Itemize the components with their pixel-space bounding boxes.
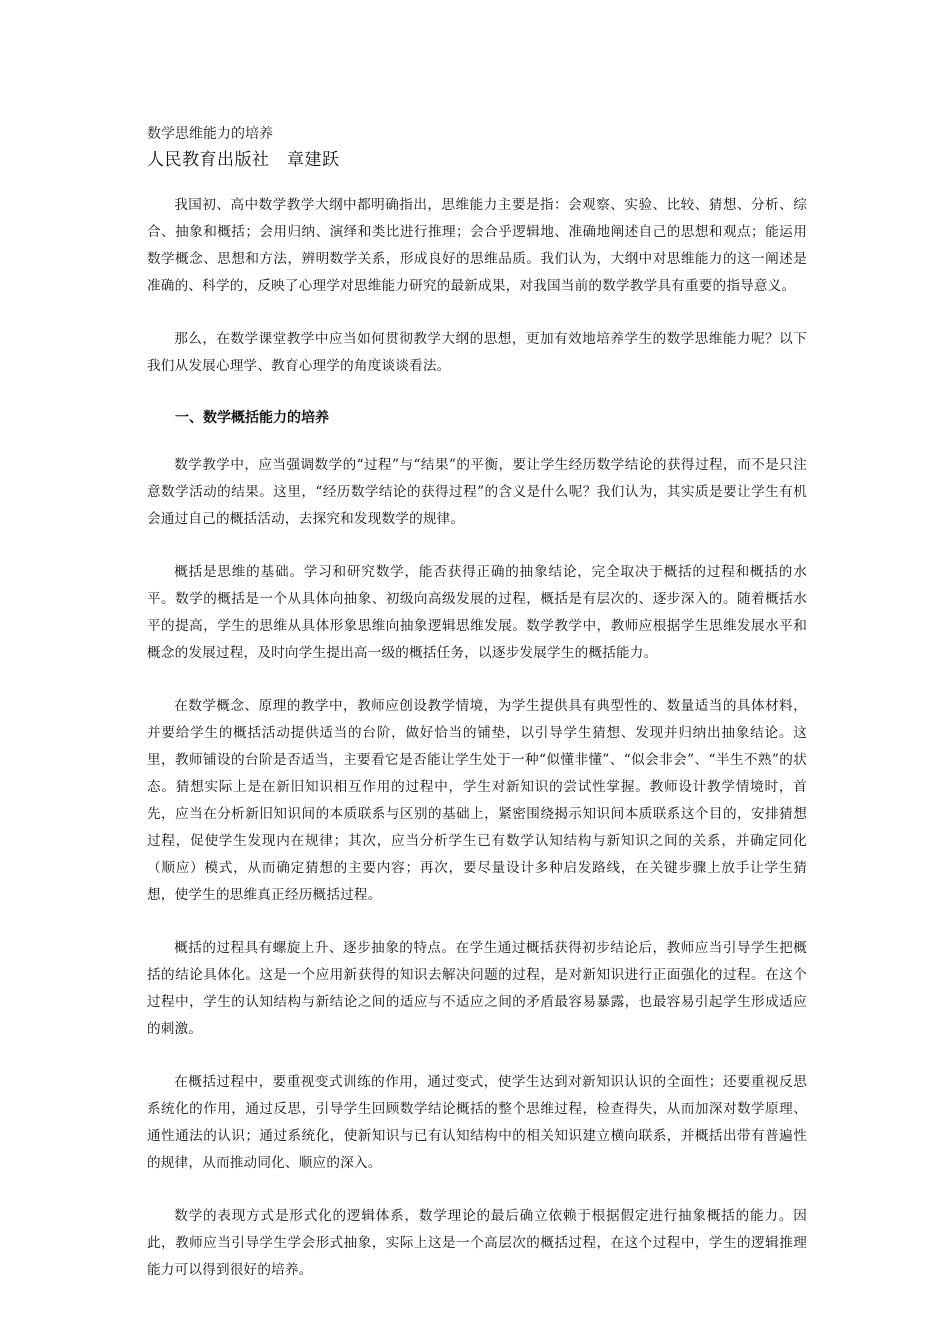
section-heading: 一、数学概括能力的培养 [175, 410, 329, 426]
paragraph-formal-abstraction: 数学的表现方式是形式化的逻辑体系，数学理论的最后确立依赖于根据假定进行抽象概括的能力。因此，教师应当引导学生学会形式抽象，实际上这是一个高层次的概括过程，在这个过程中，学生的逻辑推理能力可以得到很好的培养。 [147, 1208, 807, 1278]
paragraph-variation-training: 在概括过程中，要重视变式训练的作用，通过变式，使学生达到对新知识认识的全面性；还要重视反思系统化的作用，通过反思，引导学生回顾数学结论概括的整个思维过程，检查得失，从而加深对数学原理、通性通法的认识；通过系统化，使新知识与已有认知结构中的相关知识建立横向联系，并概括出带有普遍性的规律，从而推动同化、顺应的深入。 [147, 1074, 807, 1171]
document-byline: 人民教育出版社 章建跃 [147, 150, 340, 170]
paragraph-spiral-process: 概括的过程具有螺旋上升、逐步抽象的特点。在学生通过概括获得初步结论后，教师应当引导学生把概括的结论具体化。这是一个应用新获得的知识去解决问题的过程，是对新知识进行正面强化的过程。在这个过程中，学生的认知结构与新结论之间的适应与不适应之间的矛盾最容易暴露，也最容易引起学生形成适应的刺激。 [147, 940, 807, 1037]
paragraph-intro: 我国初、高中数学教学大纲中都明确指出，思维能力主要是指：会观察、实验、比较、猜想、分析、综合、抽象和概括；会用归纳、演绎和类比进行推理；会合乎逻辑地、准确地阐述自己的思想和观点；能运用数学概念、思想和方法，辨明数学关系，形成良好的思维品质。我们认为，大纲中对思维能力的这一阐述是准确的、科学的，反映了心理学对思维能力研究的最新成果，对我国当前的数学教学具有重要的指导意义。 [147, 197, 807, 294]
document-title: 数学思维能力的培养 [147, 126, 273, 142]
paragraph-question: 那么，在数学课堂教学中应当如何贯彻教学大纲的思想，更加有效地培养学生的数学思维能力呢？以下我们从发展心理学、教育心理学的角度谈谈看法。 [147, 331, 807, 374]
paragraph-teaching-situation: 在数学概念、原理的教学中，教师应创设教学情境，为学生提供具有典型性的、数量适当的具体材料，并要给学生的概括活动提供适当的台阶，做好恰当的铺垫，以引导学生猜想、发现并归纳出抽象结论。这里，教师铺设的台阶是否适当，主要看它是否能让学生处于一种“似懂非懂”、“似会非会”、“半生不熟”的状态。猜想实际上是在新旧知识相互作用的过程中，学生对新知识的尝试性掌握。教师设计教学情境时，首先，应当在分析新旧知识间的本质联系与区别的基础上，紧密围绕揭示知识间本质联系这个目的，安排猜想过程，促使学生发现内在规律；其次，应当分析学生已有数学认知结构与新知识之间的关系，并确定同化（顺应）模式，从而确定猜想的主要内容；再次，要尽量设计多种启发路线，在关键步骤上放手让学生猜想，使学生的思维真正经历概括过程。 [147, 698, 807, 903]
paragraph-generalization-basis: 概括是思维的基础。学习和研究数学，能否获得正确的抽象结论，完全取决于概括的过程和概括的水平。数学的概括是一个从具体向抽象、初级向高级发展的过程，概括是有层次的、逐步深入的。随着概括水平的提高，学生的思维从具体形象思维向抽象逻辑思维发展。数学教学中，教师应根据学生思维发展水平和概念的发展过程，及时向学生提出高一级的概括任务，以逐步发展学生的概括能力。 [147, 564, 807, 661]
paragraph-process-result: 数学教学中，应当强调数学的“过程”与“结果”的平衡，要让学生经历数学结论的获得过程，而不是只注意数学活动的结果。这里，“经历数学结论的获得过程”的含义是什么呢？我们认为，其实质是要让学生有机会通过自己的概括活动，去探究和发现数学的规律。 [147, 457, 807, 527]
document-page [147, 124, 807, 1310]
